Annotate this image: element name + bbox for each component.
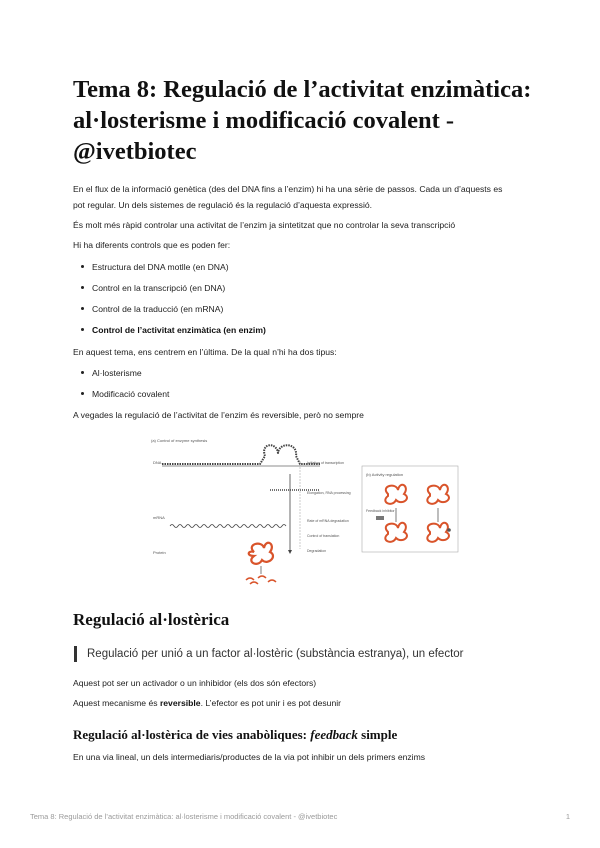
page-footer <box>30 812 570 821</box>
paragraph-reversible-mechanism: Aquest mecanisme és reversible. L’efector es pot unir i es pot desunir <box>73 698 342 708</box>
bullet-icon <box>81 371 84 374</box>
paragraph-controls-intro: Hi ha diferents controls que es poden fer: <box>73 240 231 250</box>
list-item: Modificació covalent <box>81 388 169 400</box>
list-item: Estructura del DNA motlle (en DNA) <box>81 261 229 273</box>
paragraph-effector: Aquest pot ser un activador o un inhibidor (els dos són efectors) <box>73 678 317 688</box>
paragraph-speed: És molt més ràpid controlar una activitat de l’enzim ja sintetitzat que no controlar la seva transcripció <box>73 220 456 230</box>
footer-text: Tema 8: Regulació de l’activitat enzimàtica: al·losterisme i modificació covalent - @ivetbiotec <box>30 812 338 821</box>
bullet-icon <box>81 328 84 331</box>
figure-label: Rate of mRNA degradation <box>307 519 349 523</box>
figure-label: Degradation <box>307 549 327 553</box>
list-item: Control de la traducció (en mRNA) <box>81 303 223 315</box>
paragraph-linear-pathway: En una via lineal, un dels intermediaris/productes de la via pot inhibir un dels primers enzims <box>73 752 426 762</box>
emphasis-reversible: reversible <box>159 698 201 708</box>
figure-label: DNA <box>153 460 162 465</box>
figure-label: Initiation of transcription <box>307 461 344 465</box>
blockquote: Regulació per unió a un factor al·lostèric (substància estranya), un efector <box>74 646 464 662</box>
figure-label: (a) Control of enzyme synthesis <box>151 438 208 443</box>
list-item: Al·losterisme <box>81 367 142 379</box>
figure-label: mRNA <box>153 515 165 520</box>
paragraph-types-intro: En aquest tema, ens centrem en l’última. De la qual n’hi ha dos tipus: <box>73 347 337 357</box>
figure-label: Elongation, RNA processing <box>307 491 351 495</box>
bullet-icon <box>81 265 84 268</box>
paragraph-intro-cont: pot regular. Un dels sistemes de regulació és la regulació d’aquesta expressió. <box>73 200 373 210</box>
paragraph-intro: En el flux de la informació genètica (des del DNA fins a l’enzim) hi ha una sèrie de passos. Cada un d’aquests es <box>73 184 503 194</box>
figure-label: Feedback inhibitor <box>366 509 395 513</box>
page-title: Tema 8: Regulació de l’activitat enzimàtica: al·losterisme i modificació covalent - @ivetbiotec <box>73 76 532 165</box>
figure-label: Control of translation <box>307 534 340 538</box>
subsection-heading: Regulació al·lostèrica de vies anabòliques: feedback simple <box>73 727 398 742</box>
list-item: Control en la transcripció (en DNA) <box>81 282 225 294</box>
page-number: 1 <box>565 812 570 821</box>
list-item: Control de l’activitat enzimàtica (en enzim) <box>81 324 266 336</box>
section-heading: Regulació al·lostèrica <box>73 610 230 629</box>
emphasis-feedback: feedback <box>310 727 358 742</box>
bullet-icon <box>81 392 84 395</box>
bullet-icon <box>81 286 84 289</box>
enzyme-regulation-figure <box>150 434 459 592</box>
figure-label: Protein <box>153 550 166 555</box>
paragraph-reversible: A vegades la regulació de l’activitat de l’enzim és reversible, però no sempre <box>73 410 364 420</box>
bullet-icon <box>81 307 84 310</box>
figure-label: (b) Activity regulation <box>366 472 404 477</box>
